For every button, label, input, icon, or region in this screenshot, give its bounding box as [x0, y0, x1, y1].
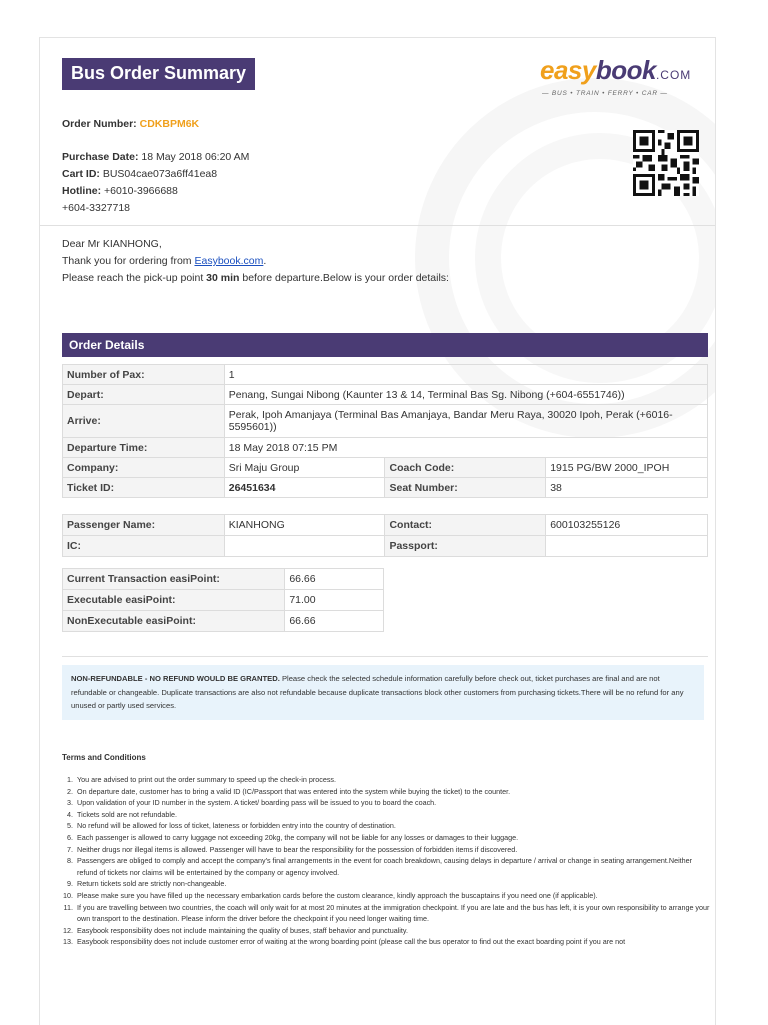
terms-item-text: Return tickets sold are strictly non-changeable. [77, 879, 227, 889]
seat-number-value: 38 [546, 478, 708, 498]
cart-id-label: Cart ID: [62, 168, 100, 180]
logo-book-text: book [595, 55, 656, 85]
notice-bold: NON-REFUNDABLE - NO REFUND WOULD BE GRANTED. [71, 674, 280, 683]
table-row [63, 611, 384, 632]
order-info-block [62, 149, 249, 217]
terms-item-number: 3. [67, 798, 73, 808]
terms-item-text: Each passenger is allowed to carry luggage not exceeding 20kg, the company will not be liable for any losses or damages to their luggage. [77, 832, 519, 842]
table-row [63, 365, 708, 385]
ic-label: IC: [63, 536, 225, 557]
terms-item-text: If you are travelling between two countries, the coach will only wait for at most 20 minutes at the immigration checkpoint. If you are late and the bus has left, it is your own responsibility to arrange your own transport to the destination. Please inform the driver before the checkpoint if you need longer waiting time. [77, 902, 710, 924]
terms-item-number: 4. [67, 809, 73, 819]
terms-item-number: 2. [67, 786, 73, 796]
terms-item-number: 1. [67, 775, 73, 784]
purchase-date-value: 18 May 2018 06:20 AM [141, 151, 250, 163]
contact-label: Contact: [385, 515, 546, 536]
arrive-label: Arrive: [63, 405, 225, 438]
terms-item-number: 9. [67, 879, 73, 889]
terms-item-number: 12. [63, 925, 73, 935]
greeting-dear: Dear Mr KIANHONG, [62, 238, 162, 250]
depart-label: Depart: [63, 385, 225, 405]
cart-id-value: BUS04cae073a6ff41ea8 [102, 168, 218, 180]
easipoint-table [62, 568, 384, 632]
terms-item [62, 786, 710, 798]
pax-value: 1 [224, 365, 707, 385]
terms-item-number: 7. [67, 844, 73, 854]
terms-item [62, 878, 710, 890]
order-details-table [62, 364, 708, 498]
order-number-value: CDKBPM6K [139, 118, 200, 130]
hotline-label: Hotline: [62, 185, 102, 197]
terms-item-text: Easybook responsibility does not include customer error of waiting at the wrong boarding point (please call the bus operator to find out the exact boarding point if you are not [77, 937, 626, 947]
depart-value: Penang, Sungai Nibong (Kaunter 13 & 14, Terminal Bas Sg. Nibong (+604-6551746)) [224, 385, 707, 405]
terms-item [62, 890, 710, 902]
logo-com-text: .COM [655, 68, 692, 82]
ic-value [224, 536, 385, 557]
passport-label: Passport: [385, 536, 546, 557]
terms-item-number: 10. [63, 890, 73, 900]
terms-item [62, 855, 710, 878]
greeting-block [62, 236, 449, 287]
coach-code-value: 1915 PG/BW 2000_IPOH [546, 458, 708, 478]
terms-item-text: Please make sure you have filled up the necessary embarkation cards before the custom clearance, kindly approach the buscaptains if you need one (if applicable). [77, 890, 598, 900]
terms-item-number: 13. [63, 937, 73, 947]
hotline-value-1: +6010-3966688 [104, 185, 178, 197]
table-row [63, 458, 708, 478]
company-value: Sri Maju Group [224, 458, 385, 478]
terms-item [62, 844, 710, 856]
easybook-link[interactable]: Easybook.com [194, 255, 264, 267]
qr-code-icon [633, 130, 699, 196]
terms-item-text: No refund will be allowed for loss of ticket, lateness or forbidden entry into the country of destination. [77, 821, 396, 831]
nonexecutable-easipoint-value: 66.66 [285, 611, 384, 632]
terms-item [62, 774, 710, 786]
table-row [63, 478, 708, 498]
executable-easipoint-value: 71.00 [285, 590, 384, 611]
executable-easipoint-label: Executable easiPoint: [63, 590, 285, 611]
departure-time-value: 18 May 2018 07:15 PM [224, 438, 707, 458]
passenger-name-value: KIANHONG [224, 515, 385, 536]
passport-value [546, 536, 708, 557]
terms-list [62, 774, 710, 948]
terms-item [62, 832, 710, 844]
table-row [63, 515, 708, 536]
terms-item [62, 925, 710, 937]
order-number-line [62, 116, 199, 133]
greeting-instruction: Please reach the pick-up point 30 min before departure.Below is your order details: [62, 272, 449, 284]
greeting-thanks: Thank you for ordering from Easybook.com. [62, 255, 267, 267]
terms-item-text: On departure date, customer has to bring a valid ID (IC/Passport that was entered into the system while buying the ticket) to the counter. [77, 786, 511, 796]
hotline-value-2: +604-3327718 [62, 202, 131, 214]
passenger-table [62, 514, 708, 557]
terms-item-number: 6. [67, 832, 73, 842]
terms-item-text: You are advised to print out the order summary to speed up the check-in process. [77, 775, 337, 784]
table-row [63, 569, 384, 590]
terms-item-text: Easybook responsibility does not include maintaining the quality of buses, staff behavior and punctuality. [77, 925, 408, 935]
ticket-id-label: Ticket ID: [63, 478, 225, 498]
terms-item [62, 797, 710, 809]
current-easipoint-value: 66.66 [285, 569, 384, 590]
non-refundable-notice [62, 665, 704, 720]
nonexecutable-easipoint-label: NonExecutable easiPoint: [63, 611, 285, 632]
company-label: Company: [63, 458, 225, 478]
passenger-name-label: Passenger Name: [63, 515, 225, 536]
table-row [63, 590, 384, 611]
arrive-value: Perak, Ipoh Amanjaya (Terminal Bas Amanjaya, Bandar Meru Raya, 30020 Ipoh, Perak (+6016-5595601)) [224, 405, 707, 438]
terms-item-text: Passengers are obliged to comply and accept the company's final arrangements in the event for coach breakdown, causing delays in departure / arrival or change in seating arrangement.Neither refund of tickets nor claims will be entertained by the company or agency involved. [77, 856, 693, 877]
seat-number-label: Seat Number: [385, 478, 546, 498]
easybook-logo [540, 56, 710, 97]
terms-item-number: 5. [67, 821, 73, 831]
terms-item-text: Upon validation of your ID number in the system. A ticket/ boarding pass will be issued to you to board the coach. [77, 798, 437, 808]
table-row [63, 385, 708, 405]
page-title: Bus Order Summary [62, 58, 255, 90]
terms-title: Terms and Conditions [62, 753, 146, 762]
contact-value: 600103255126 [546, 515, 708, 536]
table-row [63, 405, 708, 438]
logo-tagline: — BUS • TRAIN • FERRY • CAR — [542, 90, 668, 97]
terms-item-text: Neither drugs nor illegal items is allowed. Passenger will have to bear the responsibility for the possession of forbidden items if discovered. [77, 844, 518, 854]
terms-item-number: 8. [67, 856, 73, 866]
header-divider [40, 225, 715, 226]
current-easipoint-label: Current Transaction easiPoint: [63, 569, 285, 590]
notice-divider [62, 656, 708, 657]
logo-easy-text: easy [540, 55, 596, 85]
order-summary-page [39, 37, 716, 1025]
notice-text: Please check the selected schedule information carefully before check out, ticket purchases are final and are not refundable or changeable. Duplicate transactions are also not refundable because duplicate transactions block other customers from purchasing tickets.There will be no refund for any unused or partly used services. [71, 674, 684, 710]
departure-time-label: Departure Time: [63, 438, 225, 458]
order-details-header: Order Details [62, 333, 708, 357]
terms-item [62, 902, 710, 925]
terms-item [62, 936, 710, 948]
table-row [63, 438, 708, 458]
table-row [63, 536, 708, 557]
terms-item [62, 820, 710, 832]
terms-item-text: Tickets sold are not refundable. [77, 809, 178, 819]
ticket-id-value: 26451634 [224, 478, 385, 498]
purchase-date-label: Purchase Date: [62, 151, 139, 163]
terms-item-number: 11. [63, 902, 73, 912]
pax-label: Number of Pax: [63, 365, 225, 385]
terms-item [62, 809, 710, 821]
coach-code-label: Coach Code: [385, 458, 546, 478]
pickup-lead-time: 30 min [206, 272, 240, 284]
order-number-label: Order Number: [62, 118, 137, 130]
